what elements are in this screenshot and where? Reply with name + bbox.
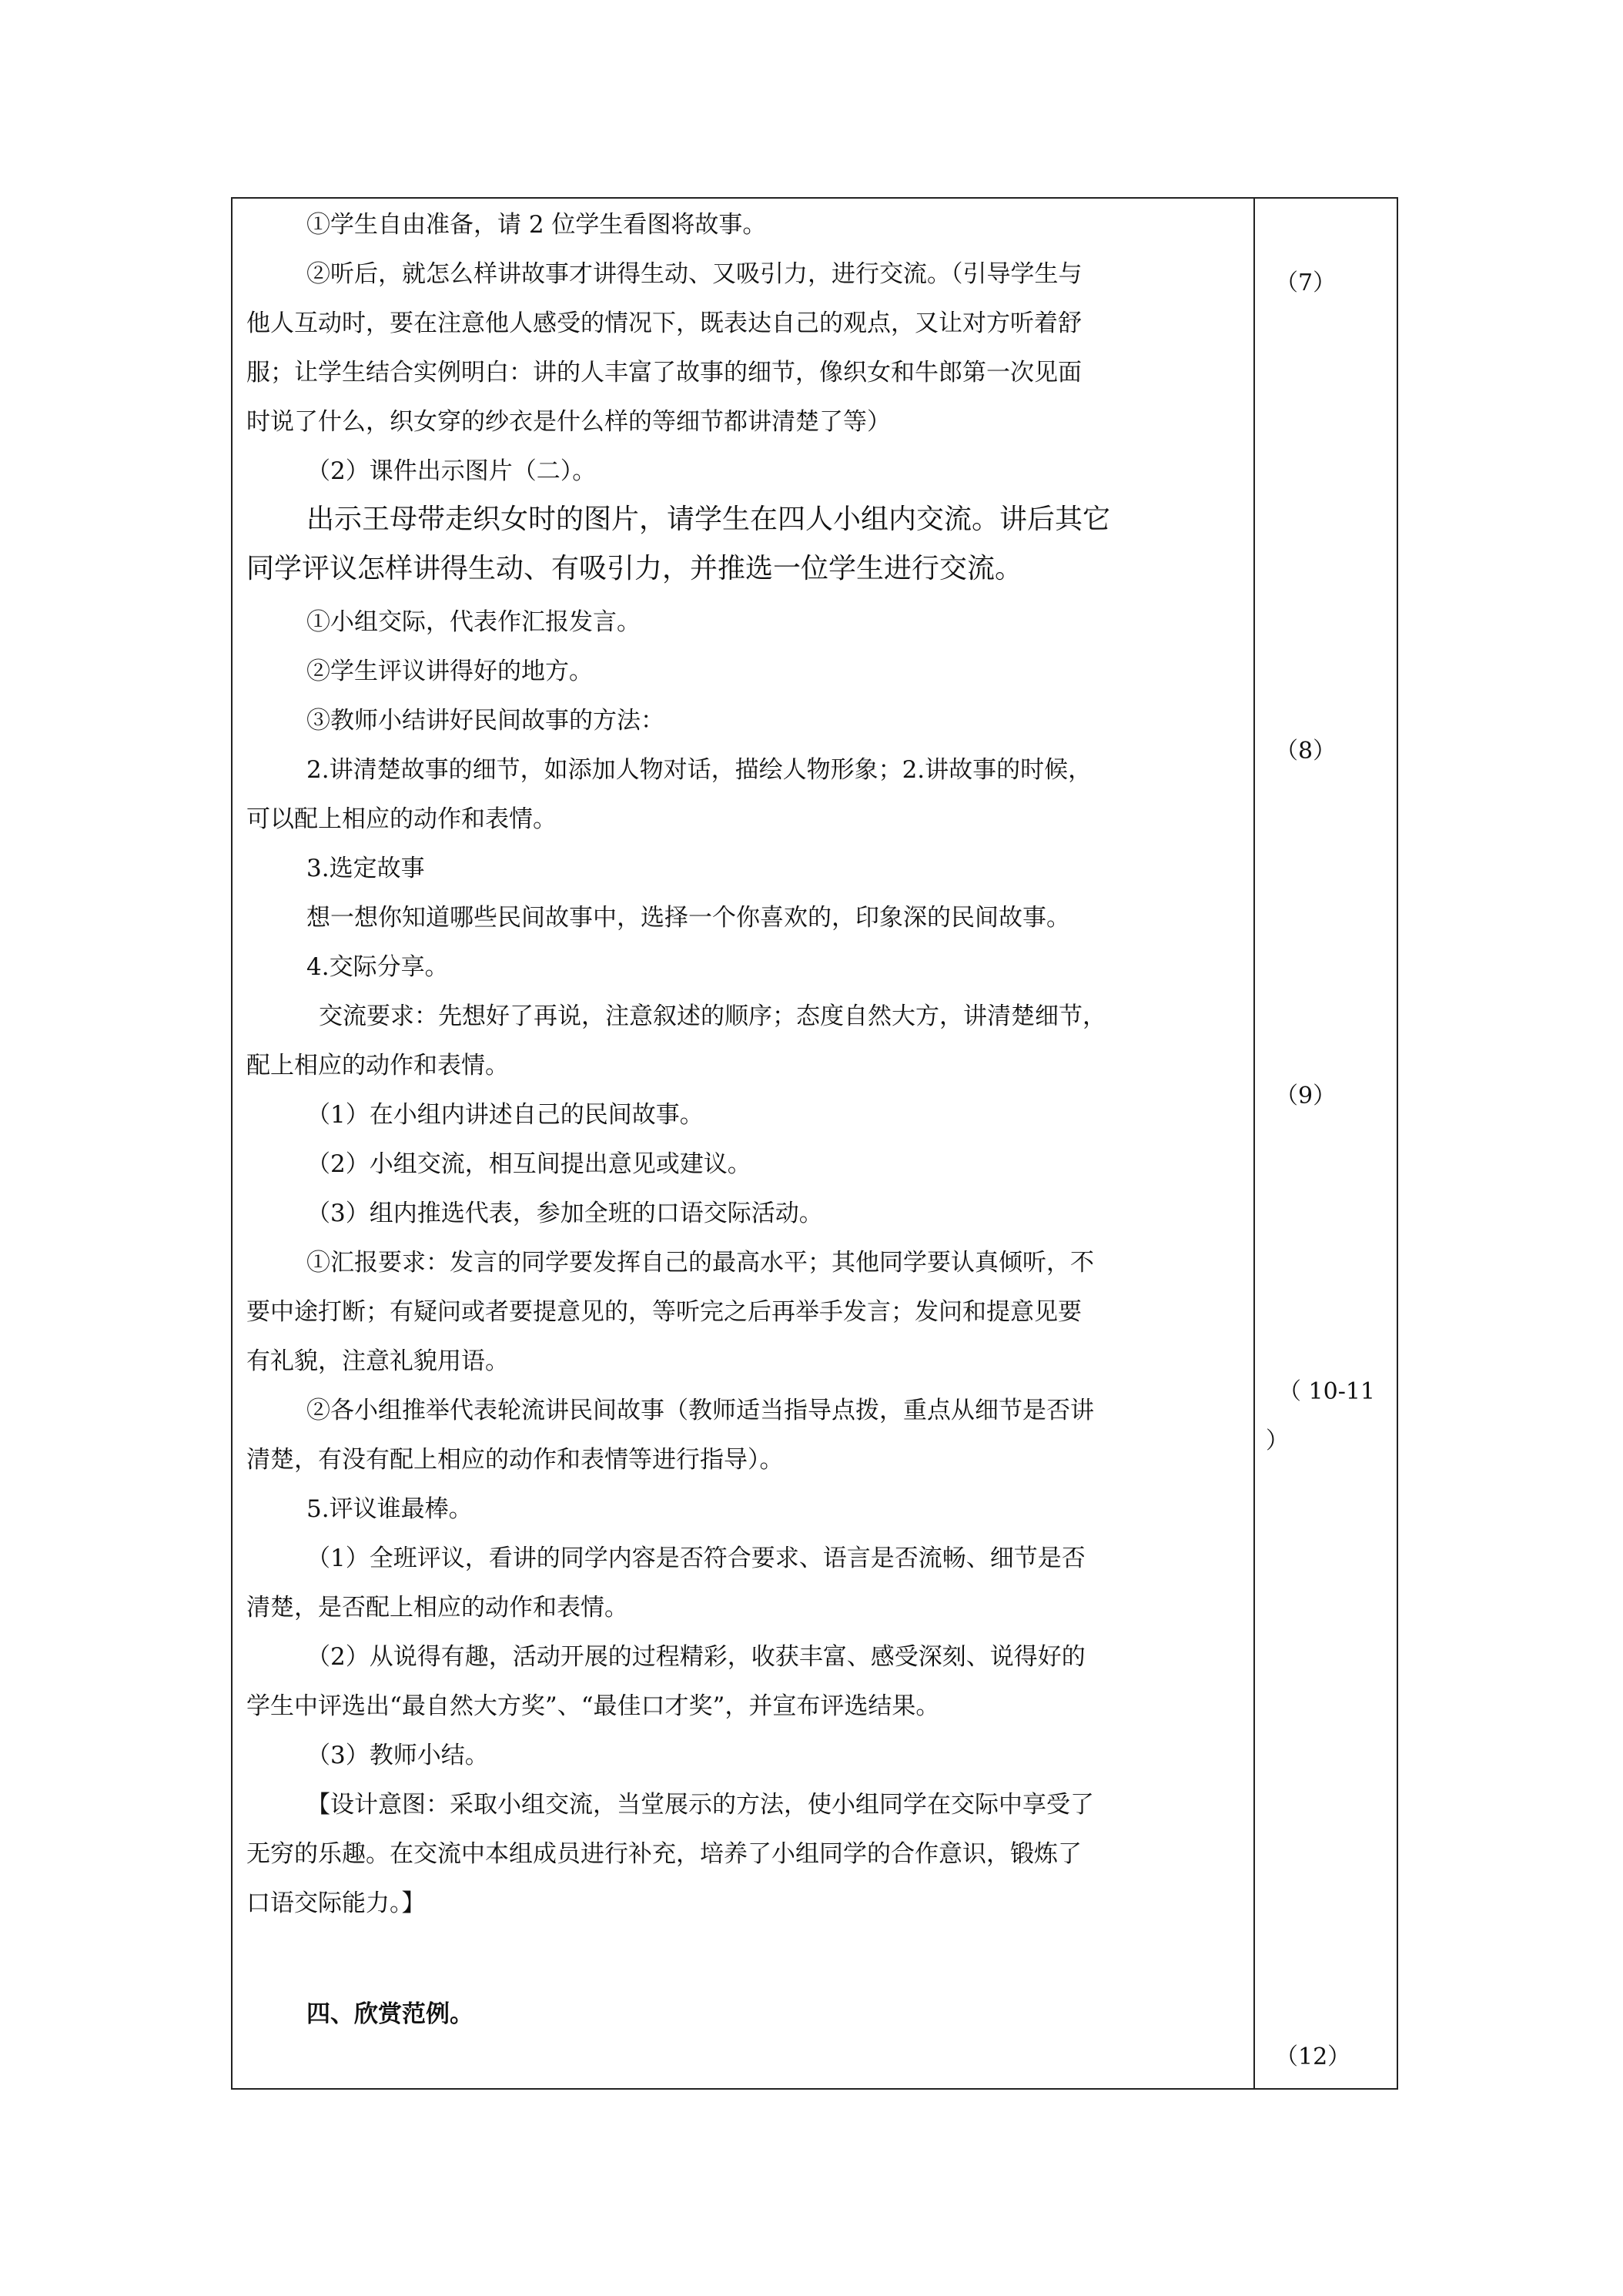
time-mark: （7） <box>1275 269 1337 296</box>
text-line: 清楚，是否配上相应的动作和表情。 <box>246 1594 628 1622</box>
text-line: 学生中评选出“最自然大方奖”、“最佳口才奖”，并宣布评选结果。 <box>246 1692 940 1720</box>
text-line: （3）教师小结。 <box>306 1742 489 1769</box>
text-line: ②各小组推举代表轮流讲民间故事（教师适当指导点拨，重点从细节是否讲 <box>306 1397 1094 1424</box>
text-line: ①学生自由准备，请 2 位学生看图将故事。 <box>306 211 767 239</box>
text-line: （1）在小组内讲述自己的民间故事。 <box>306 1101 704 1129</box>
procedure-column <box>233 199 1253 2088</box>
text-line: 出示王母带走织女时的图片，请学生在四人小组内交流。讲后其它 <box>306 504 1111 535</box>
text-line: ③教师小结讲好民间故事的方法： <box>306 707 664 735</box>
text-line: 可以配上相应的动作和表情。 <box>246 805 557 833</box>
time-column <box>1255 199 1398 2088</box>
text-line: 交流要求：先想好了再说，注意叙述的顺序；态度自然大方，讲清楚细节， <box>319 1002 1106 1030</box>
text-line: 4.交际分享。 <box>306 953 449 981</box>
text-line: 清楚，有没有配上相应的动作和表情等进行指导）。 <box>246 1446 784 1474</box>
text-line: ②学生评议讲得好的地方。 <box>306 658 593 685</box>
text-line: 5.评议谁最棒。 <box>306 1495 473 1523</box>
text-line: 他人互动时，要在注意他人感受的情况下，既表达自己的观点，又让对方听着舒 <box>246 310 1082 337</box>
time-mark: （9） <box>1275 1083 1337 1110</box>
text-line: 有礼貌，注意礼貌用语。 <box>246 1347 509 1375</box>
time-mark: （12） <box>1275 2043 1351 2070</box>
text-line: 同学评议怎样讲得生动、有吸引力，并推选一位学生进行交流。 <box>246 553 1023 584</box>
text-line: 要中途打断；有疑问或者要提意见的，等听完之后再举手发言；发问和提意见要 <box>246 1298 1082 1326</box>
lesson-plan-table <box>231 197 1398 2090</box>
text-line: （2）课件出示图片（二）。 <box>306 457 597 485</box>
time-mark: （ 10-11 <box>1278 1378 1376 1405</box>
text-line: 服；让学生结合实例明白：讲的人丰富了故事的细节，像织女和牛郎第一次见面 <box>246 359 1082 387</box>
time-mark: （8） <box>1275 738 1337 765</box>
text-line: ①汇报要求：发言的同学要发挥自己的最高水平；其他同学要认真倾听，不 <box>306 1249 1094 1277</box>
text-line: ①小组交际，代表作汇报发言。 <box>306 608 641 636</box>
text-line: 2.讲清楚故事的细节，如添加人物对话，描绘人物形象；2.讲故事的时候， <box>306 756 1093 784</box>
text-line: 无穷的乐趣。在交流中本组成员进行补充，培养了小组同学的合作意识，锻炼了 <box>246 1840 1082 1868</box>
text-line: 3.选定故事 <box>306 855 425 882</box>
section-heading: 四、欣赏范例。 <box>306 2000 474 2028</box>
text-line: 配上相应的动作和表情。 <box>246 1052 509 1079</box>
text-line: 想一想你知道哪些民间故事中，选择一个你喜欢的，印象深的民间故事。 <box>306 904 1070 932</box>
text-line: （3）组内推选代表，参加全班的口语交际活动。 <box>306 1200 823 1227</box>
text-line: 口语交际能力。】 <box>246 1889 426 1917</box>
text-line: 时说了什么，织女穿的纱衣是什么样的等细节都讲清楚了等） <box>246 408 891 436</box>
text-line: （1）全班评议，看讲的同学内容是否符合要求、语言是否流畅、细节是否 <box>306 1545 1086 1572</box>
text-line: ②听后，就怎么样讲故事才讲得生动、又吸引力，进行交流。（引导学生与 <box>306 260 1083 288</box>
text-line: （2）从说得有趣，活动开展的过程精彩，收获丰富、感受深刻、说得好的 <box>306 1643 1086 1671</box>
text-line: 【设计意图：采取小组交流，当堂展示的方法，使小组同学在交际中享受了 <box>306 1791 1094 1819</box>
text-line: （2）小组交流，相互间提出意见或建议。 <box>306 1150 751 1178</box>
time-mark: ） <box>1266 1427 1289 1454</box>
